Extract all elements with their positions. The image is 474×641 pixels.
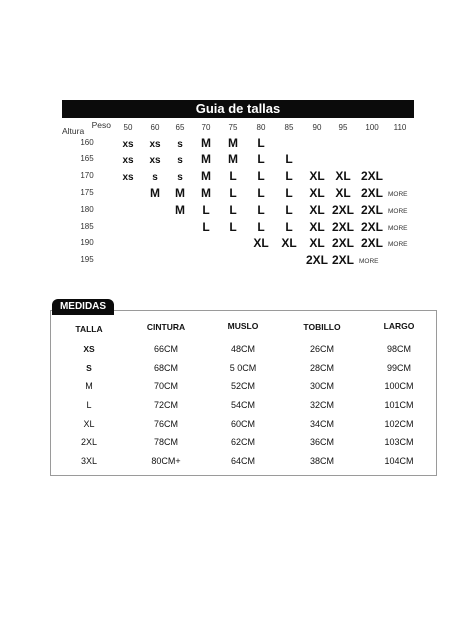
measures-box [50,310,437,476]
measure-value: 103CM [384,437,414,447]
measure-value: 68CM [153,363,179,373]
weight-tick-label: 85 [284,123,294,132]
size-label: M [85,381,93,391]
size-more-label: MORE [359,258,379,265]
measure-value: 32CM [309,400,335,410]
height-tick-label: 165 [80,154,94,163]
size-cell: L [229,186,237,200]
measure-value: 38CM [309,456,335,466]
measure-value: 60CM [230,419,256,429]
size-cell: 2XL [360,169,384,183]
size-cell: XL [335,169,351,183]
size-cell: s [177,172,183,183]
size-cell: L [229,203,237,217]
size-cell: L [285,186,293,200]
size-cell: M [175,186,185,200]
size-cell: 2XL [305,253,329,267]
size-cell: XL [309,236,325,250]
measure-value: 62CM [230,437,256,447]
height-tick-label: 195 [80,255,94,264]
measure-value: 99CM [386,363,412,373]
size-cell: s [152,172,158,183]
size-cell: xs [122,155,134,166]
measure-value: 48CM [230,344,256,354]
size-cell: 2XL [360,220,384,234]
measure-value: 100CM [384,381,414,391]
measure-value: 34CM [309,419,335,429]
size-cell: L [202,220,210,234]
measure-value: 5 0CM [229,363,257,373]
measures-tab: MEDIDAS [52,299,114,315]
size-cell: M [201,186,211,200]
size-cell: 2XL [360,203,384,217]
size-label: L [86,400,92,410]
weight-tick-label: 60 [150,123,160,132]
weight-tick-label: 100 [365,123,379,132]
size-cell: XL [309,220,325,234]
weight-tick-label: 95 [338,123,348,132]
size-cell: s [177,139,183,150]
weight-tick-label: 80 [256,123,266,132]
size-cell: XL [253,236,269,250]
measure-value: 54CM [230,400,256,410]
size-cell: L [285,203,293,217]
weight-axis-label: Peso [91,120,111,130]
size-cell: M [228,136,238,150]
height-tick-label: 180 [80,205,94,214]
size-cell: 2XL [331,236,355,250]
size-cell: xs [122,139,134,150]
height-tick-label: 190 [80,238,94,247]
weight-tick-label: 110 [393,123,407,132]
size-cell: XL [309,203,325,217]
measure-value: 102CM [384,419,414,429]
measure-value: 64CM [230,456,256,466]
measure-value: 104CM [384,456,414,466]
measure-value: 30CM [309,381,335,391]
measure-value: 80CM+ [151,456,181,466]
size-label: S [86,363,92,373]
size-cell: 2XL [360,236,384,250]
size-cell: M [201,152,211,166]
size-cell: xs [149,139,161,150]
size-more-label: MORE [388,225,408,232]
measure-value: 72CM [153,400,179,410]
size-cell: s [177,155,183,166]
size-label: 2XL [80,437,98,447]
measure-value: 101CM [384,400,414,410]
size-cell: M [228,152,238,166]
size-cell: L [257,152,265,166]
size-cell: L [257,186,265,200]
size-more-label: MORE [388,241,408,248]
measures-header: MUSLO [227,321,259,331]
weight-tick-label: 50 [123,123,133,132]
size-more-label: MORE [388,191,408,198]
size-label: 3XL [80,456,98,466]
size-cell: M [150,186,160,200]
measures-header: CINTURA [146,322,186,332]
size-cell: 2XL [331,203,355,217]
measure-value: 52CM [230,381,256,391]
size-cell: 2XL [360,186,384,200]
height-axis-label: Altura [62,126,85,136]
measure-value: 28CM [309,363,335,373]
size-cell: L [257,203,265,217]
size-cell: XL [309,169,325,183]
size-cell: XL [281,236,297,250]
size-cell: M [201,169,211,183]
size-cell: L [229,169,237,183]
measure-value: 26CM [309,344,335,354]
size-guide-title: Guia de tallas [62,100,414,118]
measure-value: 66CM [153,344,179,354]
height-tick-label: 160 [80,138,94,147]
size-cell: L [285,169,293,183]
measure-value: 78CM [153,437,179,447]
size-cell: L [257,169,265,183]
measure-value: 36CM [309,437,335,447]
size-cell: XL [335,186,351,200]
size-guide-chart [0,0,474,300]
weight-tick-label: 70 [201,123,211,132]
weight-tick-label: 75 [228,123,238,132]
size-cell: M [201,136,211,150]
measure-value: 76CM [153,419,179,429]
size-cell: xs [122,172,134,183]
measure-value: 98CM [386,344,412,354]
size-more-label: MORE [388,208,408,215]
size-cell: 2XL [331,220,355,234]
size-cell: L [202,203,210,217]
measures-header: TOBILLO [303,322,341,332]
size-cell: XL [309,186,325,200]
height-tick-label: 170 [80,171,94,180]
size-label: XS [83,344,95,354]
size-label: XL [83,419,95,429]
size-cell: L [285,220,293,234]
weight-tick-label: 65 [175,123,185,132]
size-cell: M [175,203,185,217]
height-tick-label: 185 [80,222,94,231]
measures-header: LARGO [383,321,415,331]
weight-tick-label: 90 [312,123,322,132]
size-cell: L [257,220,265,234]
measures-header: TALLA [75,324,103,334]
height-tick-label: 175 [80,188,94,197]
size-cell: L [229,220,237,234]
size-cell: L [257,136,265,150]
measure-value: 70CM [153,381,179,391]
size-cell: 2XL [331,253,355,267]
size-cell: L [285,152,293,166]
size-cell: xs [149,155,161,166]
